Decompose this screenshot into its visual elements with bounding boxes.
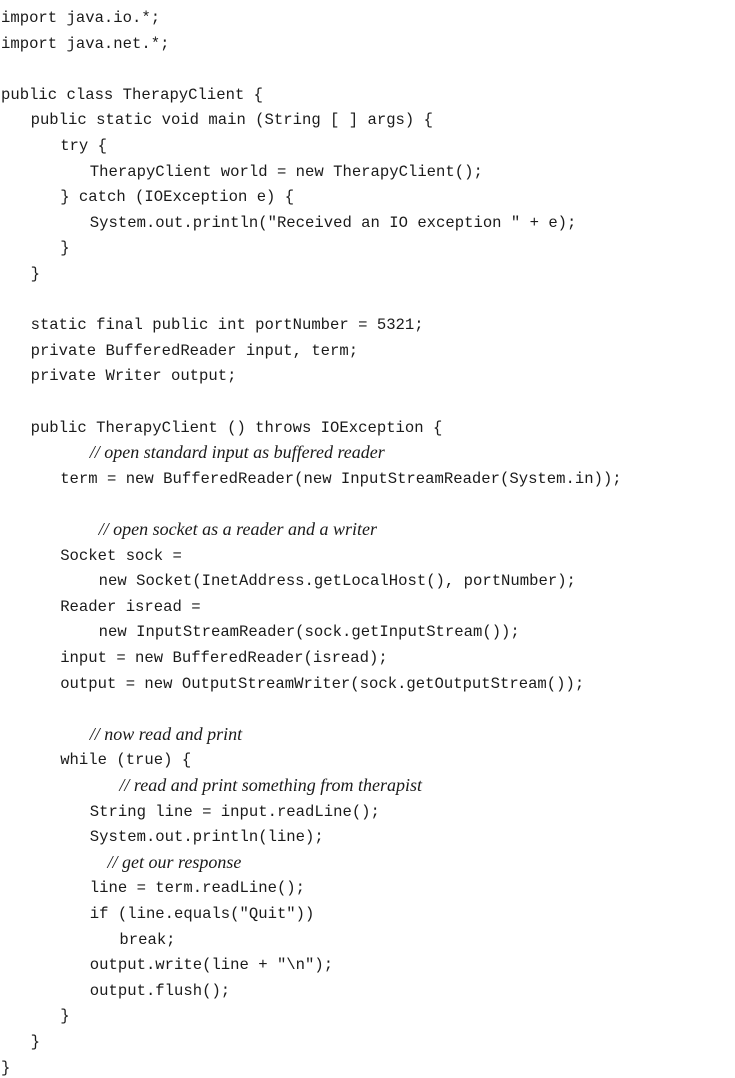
code-line: import java.io.*; — [1, 9, 161, 27]
code-line: import java.net.*; — [1, 34, 170, 53]
code-line: new InputStreamReader(sock.getInputStream()); — [98, 623, 520, 642]
code-line: } — [30, 265, 40, 283]
code-line: input = new BufferedReader(isread); — [60, 649, 388, 667]
code-line: try { — [60, 137, 107, 155]
code-line: } — [30, 1033, 40, 1051]
code-line: term = new BufferedReader(new InputStreamReader(System.in)); — [60, 469, 622, 488]
code-line: output.write(line + "\n"); — [89, 956, 334, 975]
code-line: private Writer output; — [30, 367, 237, 386]
code-line: } — [60, 239, 70, 258]
code-comment-line: // open socket as a reader and a writer — [98, 519, 377, 539]
code-line: } — [60, 1007, 70, 1026]
code-line: public TherapyClient () throws IOException { — [30, 418, 443, 437]
code-line: line = term.readLine(); — [89, 879, 306, 898]
code-line: } — [1, 1058, 11, 1077]
code-line: public class TherapyClient { — [1, 85, 264, 104]
code-line: Reader isread = — [60, 597, 201, 616]
code-line: System.out.println("Received an IO exception " + e); — [89, 213, 577, 232]
code-comment-line: // get our response — [107, 851, 242, 872]
code-line: while (true) { — [60, 751, 192, 770]
code-comment-line: // open standard input as buffered reader — [89, 442, 385, 463]
code-line: public static void main (String [ ] args) { — [30, 111, 433, 130]
code-line: break; — [119, 930, 176, 949]
code-line: private BufferedReader input, term; — [30, 341, 359, 360]
code-line: System.out.println(line); — [89, 828, 324, 847]
code-line: new Socket(InetAddress.getLocalHost(), portNumber); — [98, 572, 576, 591]
code-comment-line: // now read and print — [89, 723, 243, 744]
code-line: Socket sock = — [60, 546, 182, 565]
code-line: static final public int portNumber = 5321; — [30, 316, 424, 335]
code-line: } catch (IOException e) { — [60, 188, 295, 207]
code-line: if (line.equals("Quit")) — [89, 905, 315, 923]
code-line: output.flush(); — [89, 981, 231, 1000]
code-comment-line: // read and print something from therapist — [119, 775, 423, 795]
code-line: TherapyClient world = new TherapyClient(); — [89, 162, 483, 181]
code-line: output = new OutputStreamWriter(sock.getOutputStream()); — [60, 674, 585, 693]
code-line: String line = input.readLine(); — [89, 802, 380, 821]
